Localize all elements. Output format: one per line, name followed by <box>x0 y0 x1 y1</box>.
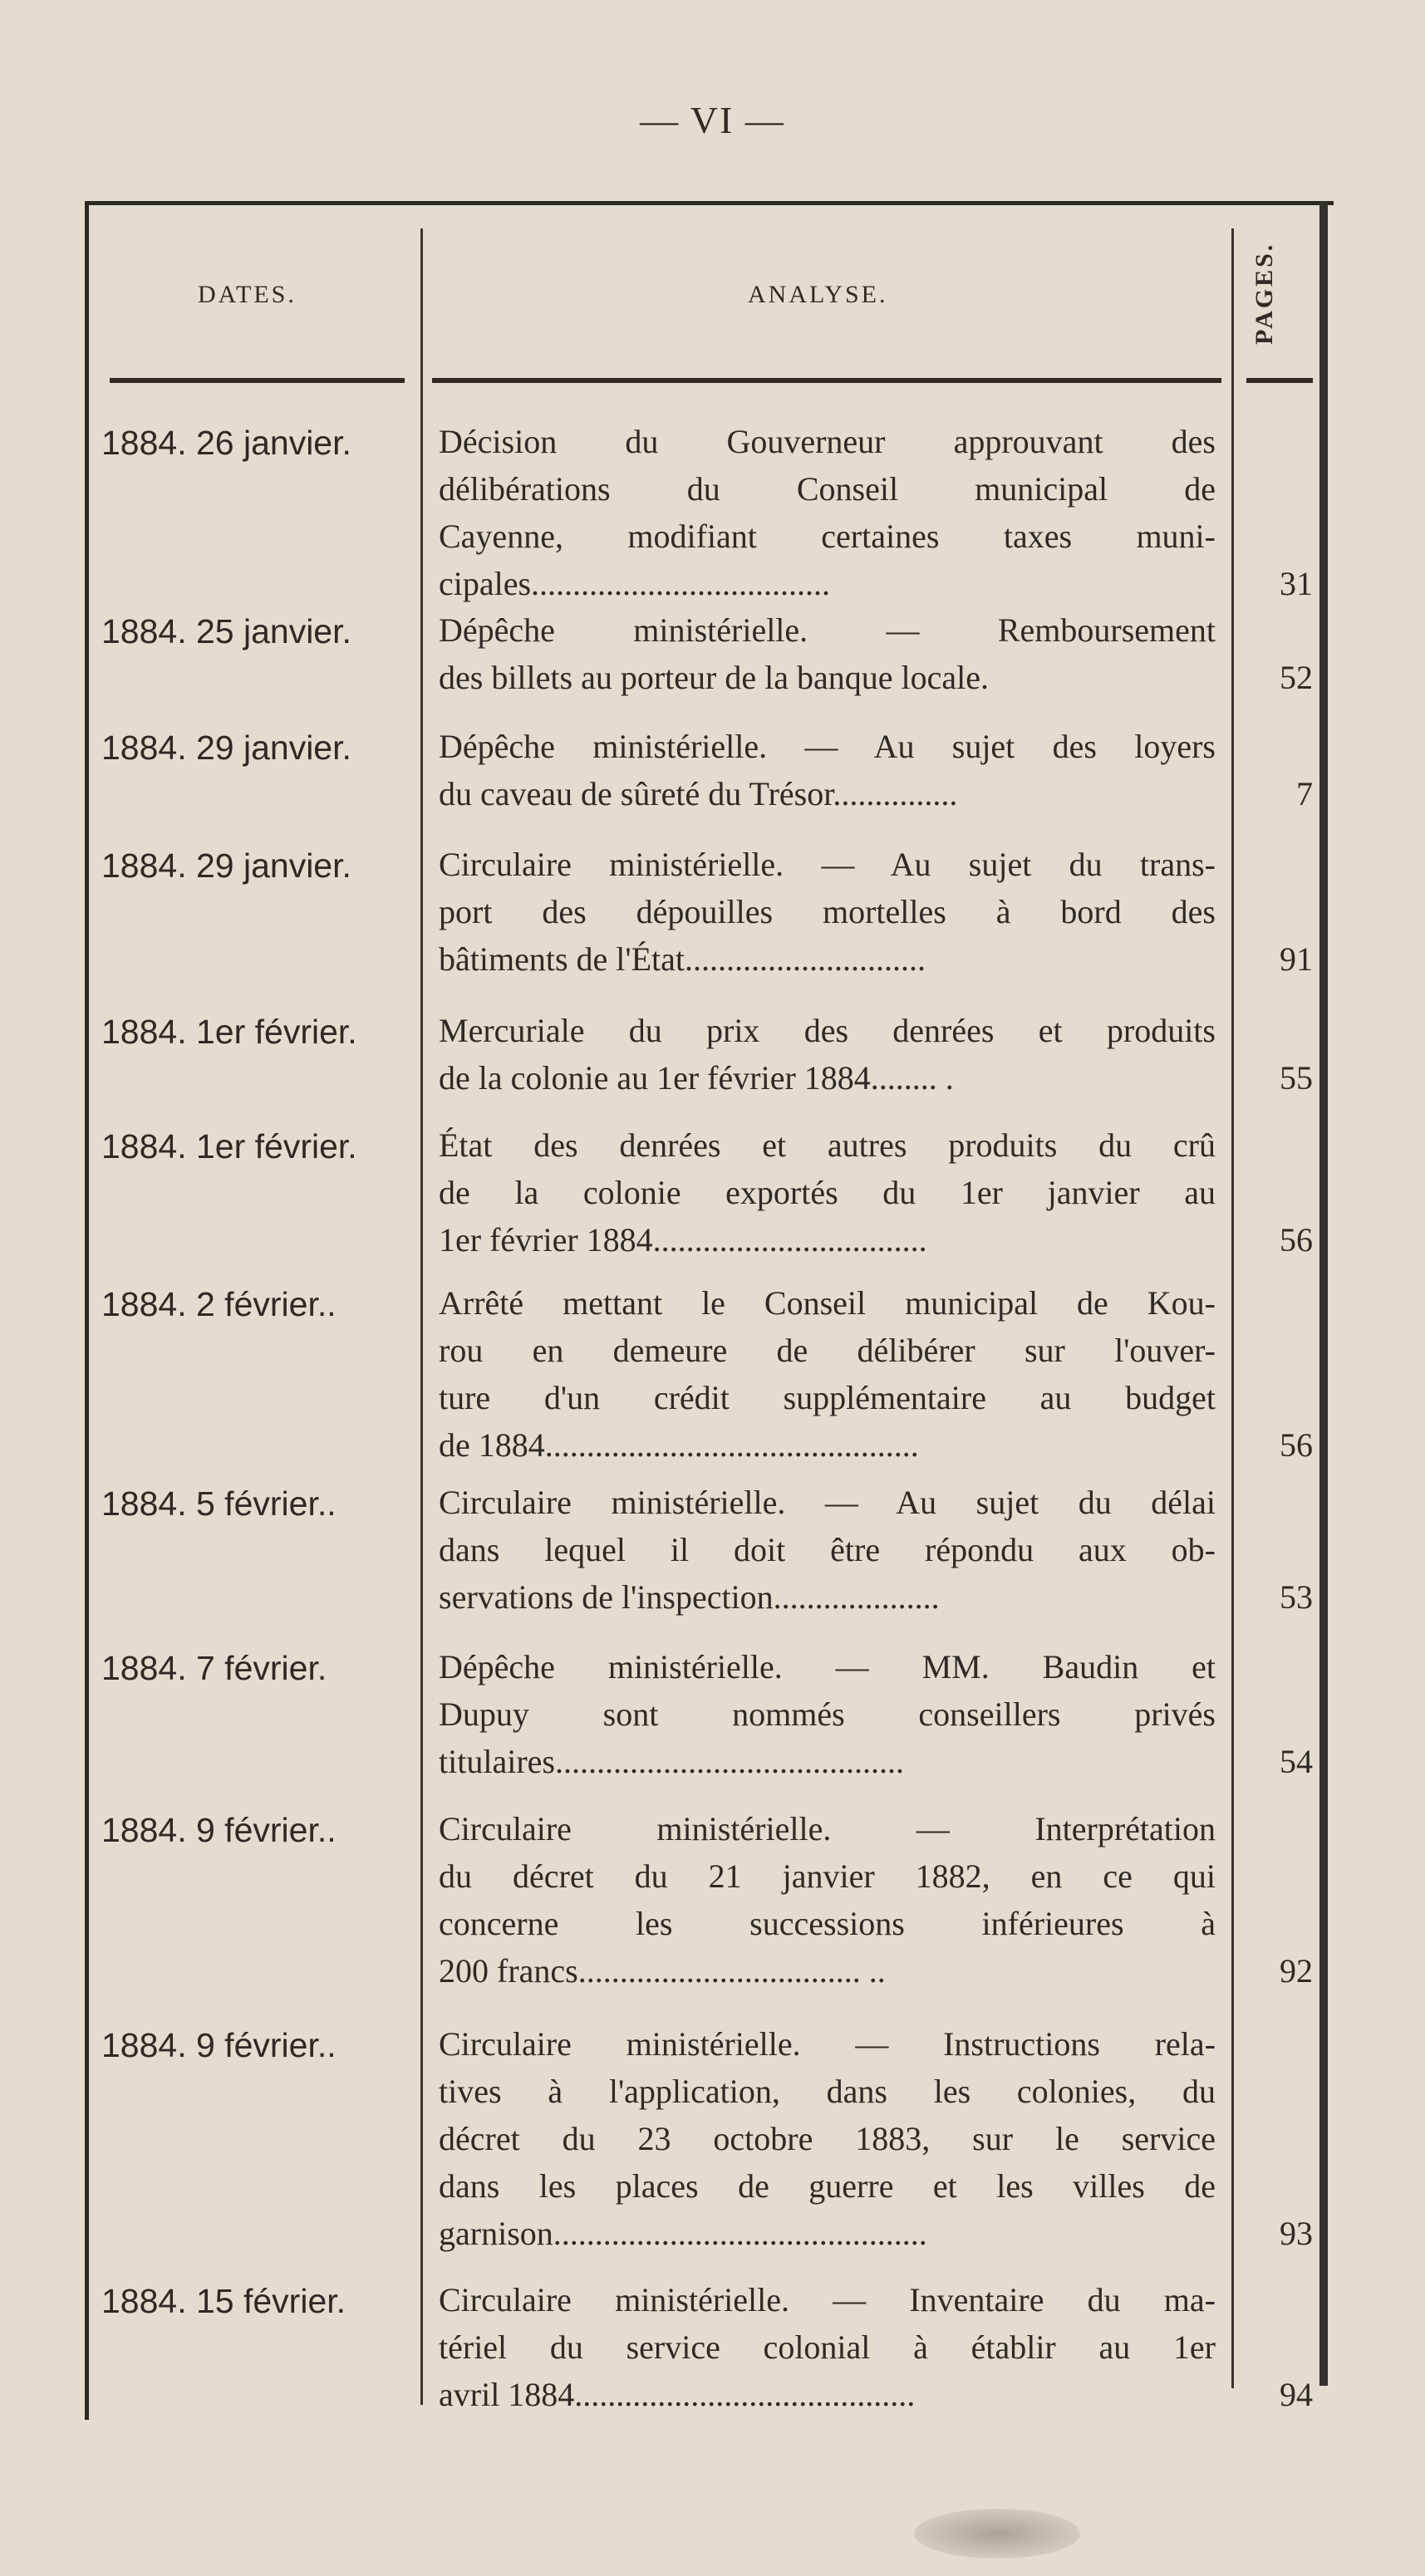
analysis-line: Circulaire ministérielle. — Interprétation <box>439 1810 1216 1847</box>
analysis-last-line: garnison............................................. <box>439 2215 927 2252</box>
column-divider-pages <box>1231 228 1234 2388</box>
analysis-last-line: 1er février 1884................................. <box>439 1221 927 1259</box>
row-date: 1884. 25 janvier. <box>101 612 351 650</box>
row-analysis <box>439 1121 1216 1263</box>
row-analysis <box>439 723 1216 817</box>
analysis-line: Dépêche ministérielle. — MM. Baudin et <box>439 1648 1216 1685</box>
analysis-line: concerne les successions inférieures à <box>439 1905 1216 1942</box>
analysis-line: Circulaire ministérielle. — Instructions rela- <box>439 2025 1216 2063</box>
analysis-last-line: titulaires.......................................... <box>439 1743 904 1780</box>
row-page-number: 56 <box>1280 1426 1313 1464</box>
analysis-line: tériel du service colonial à établir au 1er <box>439 2328 1216 2366</box>
analysis-line: Circulaire ministérielle. — Au sujet du délai <box>439 1484 1216 1521</box>
analysis-line: Dépêche ministérielle. — Remboursement <box>439 611 1216 649</box>
analysis-line: décret du 23 octobre 1883, sur le service <box>439 2120 1216 2157</box>
analysis-line: Circulaire ministérielle. — Inventaire du ma- <box>439 2281 1216 2318</box>
analysis-line: État des denrées et autres produits du crû <box>439 1126 1216 1164</box>
analysis-line: Dupuy sont nommés conseillers privés <box>439 1695 1216 1733</box>
row-date: 1884. 15 février. <box>101 2282 346 2320</box>
analysis-line: rou en demeure de délibérer sur l'ouver- <box>439 1332 1216 1369</box>
ink-smudge <box>914 2509 1080 2559</box>
header-dates: DATES. <box>198 281 297 308</box>
row-date: 1884. 7 février. <box>101 1649 327 1687</box>
row-analysis <box>439 2020 1216 2257</box>
row-page-number: 92 <box>1280 1952 1313 1990</box>
analysis-line: délibérations du Conseil municipal de <box>439 470 1216 508</box>
header-analysis: ANALYSE. <box>748 281 888 308</box>
analysis-line: du décret du 21 janvier 1882, en ce qui <box>439 1857 1216 1895</box>
row-analysis <box>439 1007 1216 1102</box>
analysis-line: Décision du Gouverneur approuvant des <box>439 423 1216 460</box>
column-divider-dates <box>420 228 423 2405</box>
header-pages: PAGES. <box>1251 242 1278 345</box>
table-right-rule <box>1319 201 1328 2386</box>
row-analysis <box>439 841 1216 983</box>
analysis-line: ture d'un crédit supplémentaire au budget <box>439 1379 1216 1416</box>
row-date: 1884. 9 février.. <box>101 1811 337 1849</box>
row-date: 1884. 2 février.. <box>101 1285 337 1323</box>
analysis-line: tives à l'application, dans les colonies, du <box>439 2073 1216 2110</box>
row-date: 1884. 26 janvier. <box>101 424 351 462</box>
analysis-line: Cayenne, modifiant certaines taxes muni- <box>439 518 1216 555</box>
analysis-line: Arrêté mettant le Conseil municipal de Kou- <box>439 1284 1216 1322</box>
analysis-line: Dépêche ministérielle. — Au sujet des loyers <box>439 728 1216 765</box>
row-page-number: 53 <box>1280 1578 1313 1616</box>
analysis-last-line: de la colonie au 1er février 1884........ . <box>439 1059 954 1097</box>
row-date: 1884. 1er février. <box>101 1127 357 1165</box>
analysis-last-line: 200 francs.................................. .. <box>439 1952 886 1990</box>
analysis-line: dans lequel il doit être répondu aux ob- <box>439 1531 1216 1568</box>
row-page-number: 7 <box>1296 775 1313 812</box>
analysis-line: dans les places de guerre et les villes de <box>439 2167 1216 2205</box>
analysis-line: Circulaire ministérielle. — Au sujet du trans- <box>439 846 1216 883</box>
analysis-last-line: du caveau de sûreté du Trésor............... <box>439 775 958 812</box>
row-date: 1884. 29 janvier. <box>101 729 351 767</box>
row-date: 1884. 1er février. <box>101 1013 357 1051</box>
header-rule-dates <box>110 378 405 383</box>
row-page-number: 93 <box>1280 2215 1313 2252</box>
row-analysis <box>439 418 1216 607</box>
row-analysis <box>439 1279 1216 1469</box>
analysis-last-line: des billets au porteur de la banque locale. <box>439 659 989 696</box>
row-page-number: 55 <box>1280 1059 1313 1097</box>
row-page-number: 52 <box>1280 659 1313 696</box>
analysis-last-line: bâtiments de l'État............................. <box>439 940 926 978</box>
row-page-number: 56 <box>1280 1221 1313 1259</box>
row-page-number: 91 <box>1280 940 1313 978</box>
row-page-number: 31 <box>1280 565 1313 602</box>
row-analysis <box>439 1643 1216 1785</box>
header-rule-analysis <box>432 378 1221 383</box>
analysis-last-line: servations de l'inspection.................... <box>439 1578 940 1616</box>
row-page-number: 54 <box>1280 1743 1313 1780</box>
row-page-number: 94 <box>1280 2376 1313 2413</box>
row-date: 1884. 5 février.. <box>101 1484 337 1523</box>
analysis-line: de la colonie exportés du 1er janvier au <box>439 1174 1216 1211</box>
page-number: — VI — <box>640 99 785 141</box>
analysis-last-line: de 1884............................................. <box>439 1426 919 1464</box>
row-date: 1884. 29 janvier. <box>101 846 351 885</box>
row-analysis <box>439 2276 1216 2418</box>
analysis-line: port des dépouilles mortelles à bord des <box>439 893 1216 930</box>
header-rule-pages <box>1246 378 1313 383</box>
row-analysis <box>439 1479 1216 1621</box>
analysis-line: Mercuriale du prix des denrées et produits <box>439 1012 1216 1049</box>
row-date: 1884. 9 février.. <box>101 2026 337 2064</box>
analysis-last-line: avril 1884......................................... <box>439 2376 916 2413</box>
analysis-last-line: cipales.................................... <box>439 565 831 602</box>
row-analysis <box>439 606 1216 701</box>
row-analysis <box>439 1805 1216 1995</box>
